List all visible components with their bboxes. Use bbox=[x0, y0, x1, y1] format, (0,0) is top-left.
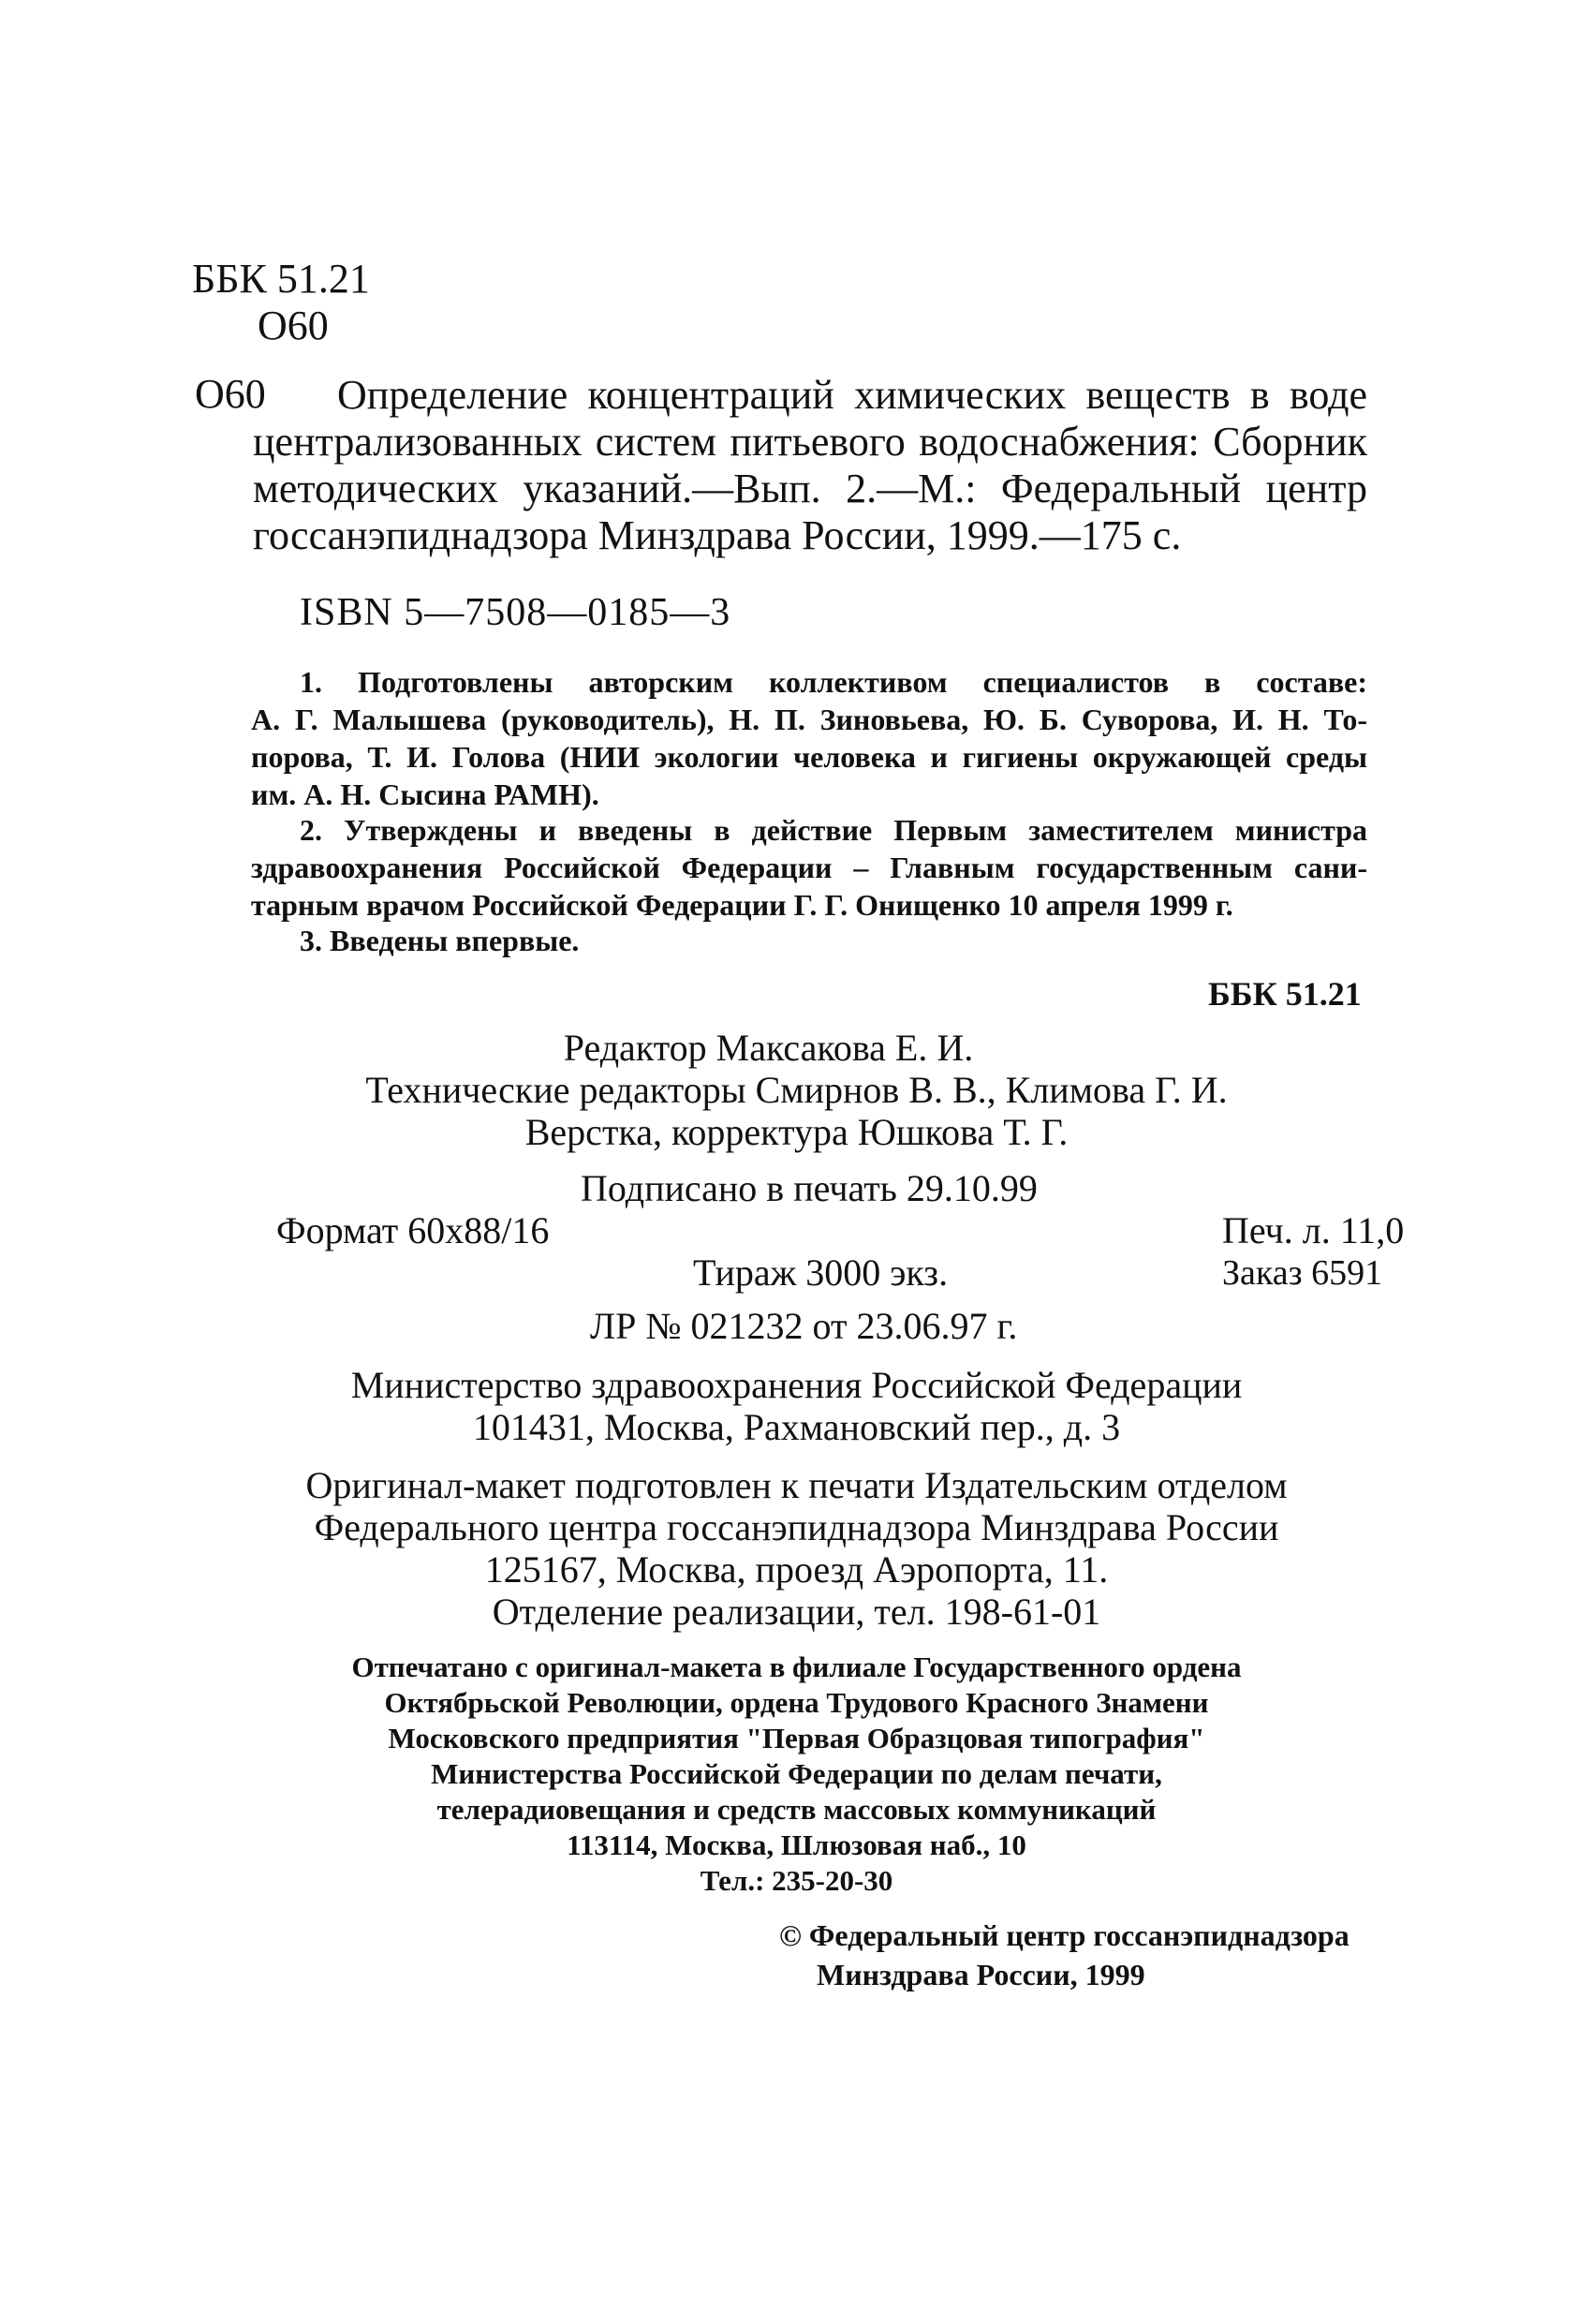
title-line-3: методических указаний.—Вып. 2.—М.: Федеральный центр bbox=[253, 466, 1367, 511]
printer-line-4: Министерства Российской Федерации по делам печати, bbox=[431, 1757, 1162, 1790]
layout-proofreading: Верстка, корректура Юшкова Т. Г. bbox=[524, 1111, 1069, 1153]
author-sign: О60 bbox=[258, 303, 329, 348]
note-3: 3. Введены впервые. bbox=[300, 924, 580, 957]
printer-line-2: Октябрьской Революции, ордена Трудового Красного Знамени bbox=[384, 1686, 1209, 1719]
print-sheets: Печ. л. 11,0 bbox=[1222, 1209, 1405, 1251]
note-1-line-4: им. А. Н. Сысина РАМН). bbox=[251, 777, 599, 811]
order-number: Заказ 6591 bbox=[1222, 1253, 1383, 1293]
copyright-line-2: Минздрава России, 1999 bbox=[817, 1958, 1145, 1991]
format: Формат 60х88/16 bbox=[276, 1209, 550, 1251]
title-line-2: централизованных систем питьевого водоснабжения: Сборник bbox=[253, 419, 1367, 465]
printer-line-5: телерадиовещания и средств массовых коммуникаций bbox=[436, 1793, 1157, 1826]
note-2-line-2: здравоохранения Российской Федерации – Главным государственным сани- bbox=[251, 851, 1367, 884]
ministry-name: Министерство здравоохранения Российской Федерации bbox=[350, 1364, 1243, 1406]
printer-line-6: 113114, Москва, Шлюзовая наб., 10 bbox=[567, 1828, 1026, 1861]
entry-code: О60 bbox=[195, 371, 266, 417]
license: ЛР № 021232 от 23.06.97 г. bbox=[590, 1305, 1018, 1347]
sales-department: Отделение реализации, тел. 198-61-01 bbox=[492, 1591, 1101, 1633]
tech-editors: Технические редакторы Смирнов В. В., Климова Г. И. bbox=[365, 1069, 1228, 1111]
ministry-address: 101431, Москва, Рахмановский пер., д. 3 bbox=[472, 1406, 1121, 1448]
note-1: 1. Подготовлены авторским коллективом специалистов в составе: bbox=[300, 665, 1367, 699]
print-run: Тираж 3000 экз. bbox=[693, 1251, 949, 1294]
note-2-line-3: тарным врачом Российской Федерации Г. Г. Онищенко 10 апреля 1999 г. bbox=[251, 888, 1233, 922]
title-line-1: Определение концентраций химических веществ в воде bbox=[337, 372, 1367, 418]
editor: Редактор Максакова Е. И. bbox=[563, 1027, 974, 1069]
printer-phone: Тел.: 235-20-30 bbox=[700, 1864, 893, 1897]
note-1-line-2: А. Г. Малышева (руководитель), Н. П. Зиновьева, Ю. Б. Суворова, И. Н. То- bbox=[251, 703, 1367, 736]
signed-date: Подписано в печать 29.10.99 bbox=[581, 1167, 1038, 1209]
copyright-line-1: © Федеральный центр госсанэпиднадзора bbox=[779, 1918, 1350, 1952]
note-2: 2. Утверждены и введены в действие Первым заместителем министра bbox=[300, 813, 1367, 847]
bbk-footer: ББК 51.21 bbox=[1208, 975, 1362, 1013]
layout-prepared: Оригинал-макет подготовлен к печати Издательским отделом bbox=[305, 1464, 1288, 1506]
title-line-4: госсанэпиднадзора Минздрава России, 1999.—175 с. bbox=[253, 512, 1182, 558]
printer-line-3: Московского предприятия "Первая Образцовая типография" bbox=[388, 1722, 1205, 1754]
note-1-line-3: порова, Т. И. Голова (НИИ экологии человека и гигиены окружающей среды bbox=[251, 740, 1367, 774]
layout-address: 125167, Москва, проезд Аэропорта, 11. bbox=[484, 1548, 1109, 1591]
printer-line-1: Отпечатано с оригинал-макета в филиале Государственного ордена bbox=[351, 1650, 1242, 1683]
bbk-index: ББК 51.21 bbox=[192, 256, 370, 302]
layout-center: Федерального центра госсанэпиднадзора Минздрава России bbox=[314, 1506, 1279, 1548]
isbn: ISBN 5—7508—0185—3 bbox=[300, 591, 731, 634]
